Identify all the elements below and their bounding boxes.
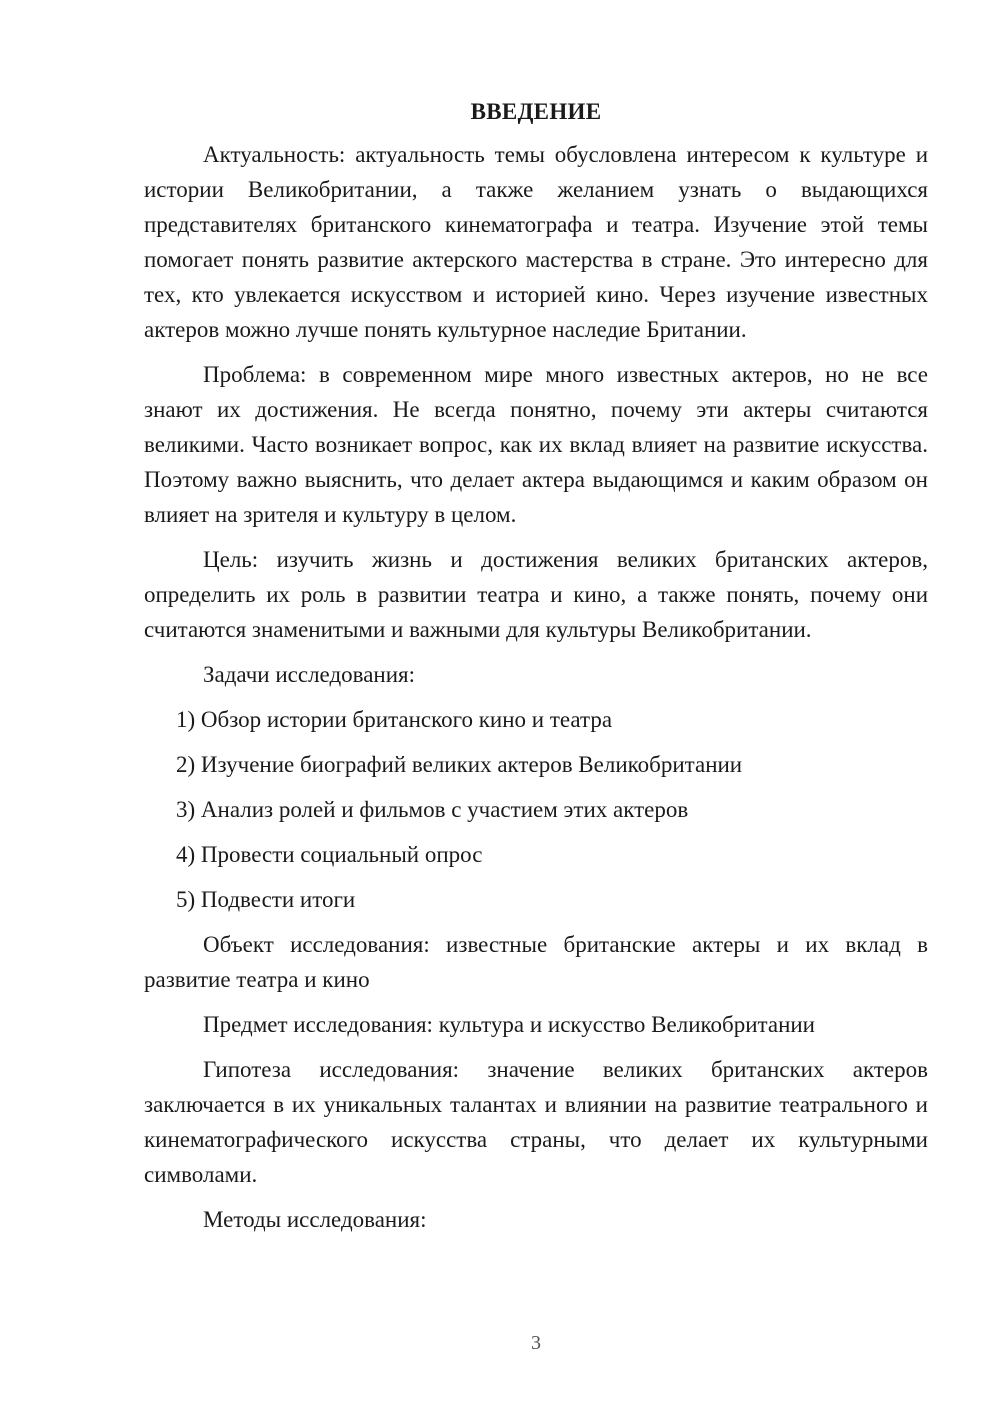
relevance-paragraph: Актуальность: актуальность темы обусловлена интересом к культуре и истории Великобритании, а также желанием узнать о выдающихся представителях британского кинематографа и театра. Изучение этой темы помогает понять развитие актерского мастерства в стране. Это интересно для тех, кто увлекается искусством и историей кино. Через изучение известных актеров можно лучше понять культурное наследие Британии. (144, 142, 928, 342)
subject-paragraph: Предмет исследования: культура и искусство Великобритании (203, 1012, 815, 1037)
list-item: 5) Подвести итоги (176, 887, 356, 912)
methods-title: Методы исследования: (203, 1207, 427, 1232)
list-item: 1) Обзор истории британского кино и театра (176, 707, 613, 732)
page-number: 3 (531, 1332, 541, 1354)
section-heading: ВВЕДЕНИЕ (470, 99, 602, 124)
tasks-list (144, 702, 928, 917)
hypothesis-paragraph: Гипотеза исследования: значение великих британских актеров заключается в их уникальных талантах и влиянии на развитие театрального и кинематографического искусства страны, что делает их культурными символами. (144, 1057, 928, 1187)
goal-paragraph: Цель: изучить жизнь и достижения великих британских актеров, определить их роль в развитии театра и кино, а также понять, почему они считаются знаменитыми и важными для культуры Великобритании. (144, 547, 928, 642)
list-item: 2) Изучение биографий великих актеров Великобритании (176, 752, 743, 777)
list-item: 4) Провести социальный опрос (176, 842, 483, 867)
page-content (144, 94, 928, 1247)
problem-paragraph: Проблема: в современном мире много известных актеров, но не все знают их достижения. Не всегда понятно, почему эти актеры считаются великими. Часто возникает вопрос, как их вклад влияет на развитие искусства. Поэтому важно выяснить, что делает актера выдающимся и каким образом он влияет на зрителя и культуру в целом. (144, 362, 928, 527)
tasks-title: Задачи исследования: (203, 662, 416, 687)
list-item: 3) Анализ ролей и фильмов с участием этих актеров (176, 797, 689, 822)
object-paragraph: Объект исследования: известные британские актеры и их вклад в развитие театра и кино (144, 932, 928, 992)
